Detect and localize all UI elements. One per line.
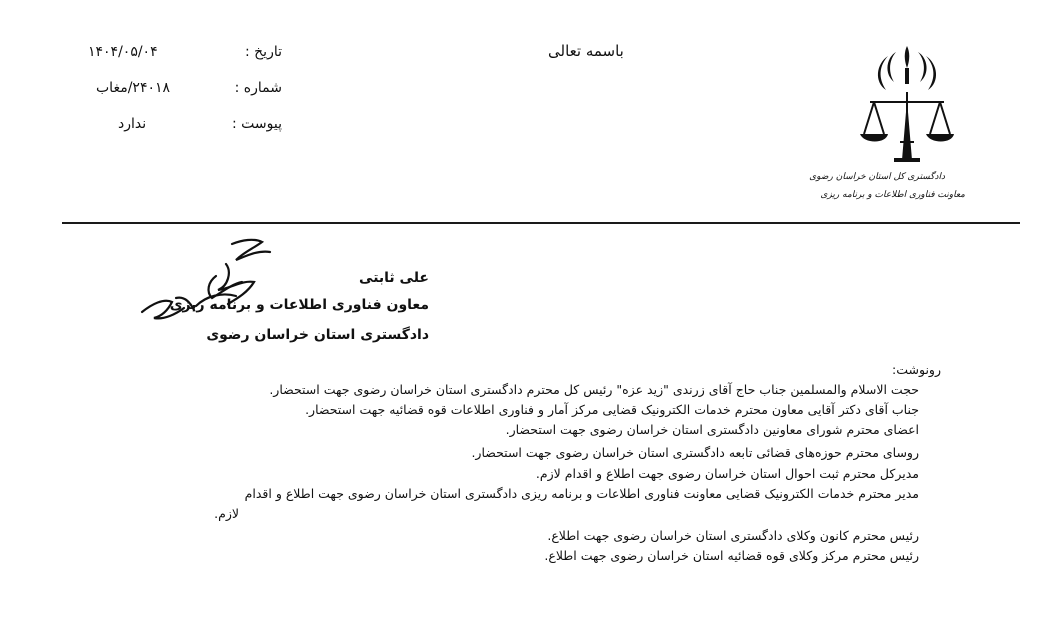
cc-line-2: جناب آقای دکتر آقایی معاون محترم خدمات الکترونیک قضایی مرکز آمار و فناوری اطلاعات قوه قضائیه جهت استحضار. [305,402,919,417]
cc-line-6: مدیر محترم خدمات الکترونیک قضایی معاونت فناوری اطلاعات و برنامه ریزی دادگستری استان خراسان رضوی جهت اطلاع و اقدام [244,486,919,501]
signatory-name: علی ثابتی [359,270,429,286]
cc-line-3: اعضای محترم شورای معاونین دادگستری استان خراسان رضوی جهت استحضار. [505,422,919,437]
letter-title: باسمه تعالی [548,42,624,60]
date-label: تاریخ : [244,44,282,60]
signatory-position: معاون فناوری اطلاعات و برنامه ریزی [169,297,429,313]
signatory-organization: دادگستری استان خراسان رضوی [206,327,429,343]
cc-line-6-cont: لازم. [214,506,239,521]
number-value: ۲۴۰۱۸/مغاب [96,80,171,96]
judiciary-emblem-icon [852,42,962,172]
emblem-caption-org: دادگستری کل استان خراسان رضوی [809,172,945,182]
number-label: شماره : [234,80,282,96]
cc-heading: رونوشت: [892,362,941,377]
cc-line-5: مدیرکل محترم ثبت احوال استان خراسان رضوی جهت اطلاع و اقدام لازم. [535,466,919,481]
attachment-value: ندارد [118,116,147,132]
emblem-caption-dept: معاونت فناوری اطلاعات و برنامه ریزی [820,190,965,200]
header-divider [62,222,1020,224]
date-value: ۱۴۰۴/۰۵/۰۴ [88,44,158,60]
cc-line-7: رئیس محترم کانون وکلای دادگستری استان خراسان رضوی جهت اطلاع. [547,528,919,543]
cc-line-4: روسای محترم حوزه‌های قضائی تابعه دادگستری استان خراسان رضوی جهت استحضار. [471,445,919,460]
cc-line-1: حجت الاسلام والمسلمین جناب حاج آقای زرندی "زید عزه" رئیس کل محترم دادگستری استان خراسان رضوی جهت استحضار. [269,382,919,397]
cc-line-8: رئیس محترم مرکز وکلای قوه قضائیه استان خراسان رضوی جهت اطلاع. [544,548,919,563]
handwritten-signature [136,236,326,336]
attachment-label: پیوست : [232,116,282,132]
